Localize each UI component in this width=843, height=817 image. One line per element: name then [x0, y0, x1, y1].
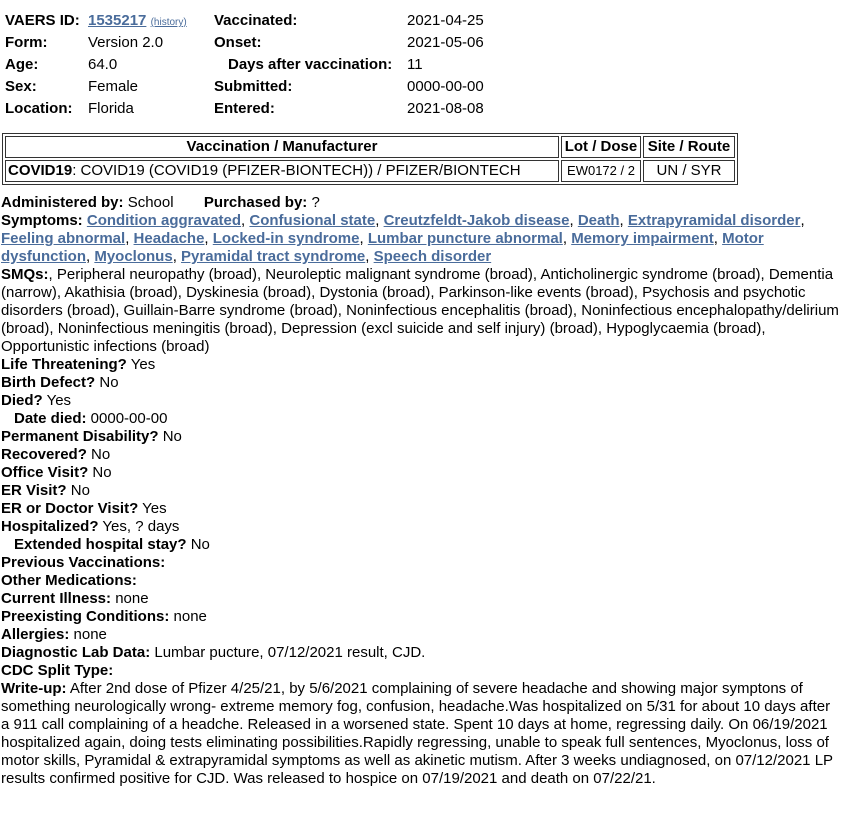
report-header: [4, 10, 504, 122]
writeup-value: After 2nd dose of Pfizer 4/25/21, by 5/6/2021 complaining of severe headache and showing major symptons of something neurologically wrong- extreme memory fog, confusion, headache.Was hospitalized on 5/31 for about 10 days after a 911 call complaining of a headche. Released in a worsened state. Spent 10 days at home, regressing daily. On 06/19/2021 hospitalized again, doing tests eliminating possibilities.Rapidly regressing, unable to speak full sentences, Myoclonus, loss of motor skills, Pyramidal & extrapyramidal symptoms as well as akinetic mutism. After 3 weeks undiagnosed, on 07/12/2021 LP results confirmed positive for CJD. Was released to hospice on 07/19/2021 and death on 07/22/21.: [1, 680, 833, 787]
lab-data-row: [1, 644, 841, 662]
symptom-link[interactable]: Extrapyramidal disorder: [627, 212, 801, 229]
permanent-disability-value: No: [158, 428, 182, 445]
sex-label: Sex:: [5, 78, 37, 95]
lot-dose-cell: EW0172 / 2: [561, 160, 641, 182]
office-visit-label: Office Visit?: [1, 464, 89, 481]
extended-stay-label: Extended hospital stay?: [14, 536, 187, 553]
days-after-value: 11: [407, 56, 423, 73]
entered-label: Entered:: [214, 100, 275, 117]
preexisting-row: [1, 608, 841, 626]
purchased-value: ?: [307, 194, 320, 211]
age-label: Age:: [5, 56, 39, 73]
location-value: Florida: [88, 100, 134, 117]
vaccination-table: [2, 133, 738, 185]
onset-label: Onset:: [214, 34, 262, 51]
onset-value: 2021-05-06: [407, 34, 484, 51]
cdc-split-row: [1, 662, 841, 680]
cdc-split-label: CDC Split Type:: [1, 662, 114, 679]
symptom-link[interactable]: Motor dysfunction: [1, 230, 764, 265]
symptom-link[interactable]: Memory impairment: [571, 230, 714, 247]
hospitalized-label: Hospitalized?: [1, 518, 99, 535]
vaccinated-value: 2021-04-25: [407, 12, 484, 29]
date-died-value: 0000-00-00: [86, 410, 168, 427]
birth-defect-value: No: [95, 374, 119, 391]
er-visit-value: No: [66, 482, 90, 499]
administered-value: School: [123, 194, 174, 211]
column-header: Vaccination / Manufacturer: [5, 136, 559, 158]
table-header-row: [5, 136, 735, 158]
vaers-id-link[interactable]: 1535217: [88, 12, 147, 29]
symptom-link[interactable]: Death: [577, 212, 620, 229]
site-route-cell: UN / SYR: [643, 160, 735, 182]
vaccine-desc: : COVID19 (COVID19 (PFIZER-BIONTECH)) / PFIZER/BIONTECH: [72, 162, 521, 179]
administered-label: Administered by:: [1, 194, 124, 211]
symptoms-label: Symptoms:: [1, 212, 83, 229]
smqs-label: SMQs:: [1, 266, 49, 283]
hospitalized-value: Yes, ? days: [98, 518, 180, 535]
symptom-link[interactable]: Speech disorder: [373, 248, 492, 265]
current-illness-label: Current Illness:: [1, 590, 112, 607]
allergies-label: Allergies:: [1, 626, 70, 643]
smqs-value: , Peripheral neuropathy (broad), Neuroleptic malignant syndrome (broad), Anticholinergic syndrome (broad), Dementia (narrow), Akathisia (broad), Dyskinesia (broad), Dystonia (broad), Parkinson-like events (broad), Psychosis and psychotic disorders (broad), Guillain-Barre syndrome (broad), Noninfectious encephalitis (broad), Noninfectious encephalopathy/delirium (broad), Noninfectious meningitis (broad), Depression (excl suicide and self injury) (broad), Hypoglycaemia (broad), Opportunistic infections (broad): [1, 266, 839, 355]
symptom-link[interactable]: Feeling abnormal: [1, 230, 126, 247]
symptom-link[interactable]: Pyramidal tract syndrome: [181, 248, 366, 265]
vaccine-cell: [5, 160, 559, 182]
permanent-disability-row: [1, 428, 841, 446]
other-medications-row: [1, 572, 841, 590]
died-label: Died?: [1, 392, 43, 409]
allergies-value: none: [69, 626, 107, 643]
entered-value: 2021-08-08: [407, 100, 484, 117]
submitted-label: Submitted:: [214, 78, 293, 95]
history-link[interactable]: (history): [150, 17, 187, 28]
hospitalized-row: [1, 518, 841, 536]
symptoms-row: [1, 212, 841, 266]
symptom-link[interactable]: Condition aggravated: [86, 212, 242, 229]
symptom-link[interactable]: Creutzfeldt-Jakob disease: [383, 212, 570, 229]
column-header: Site / Route: [643, 136, 735, 158]
date-died-label: Date died:: [14, 410, 87, 427]
smqs-row: [1, 266, 841, 356]
report-details: [1, 194, 841, 788]
lab-data-label: Diagnostic Lab Data:: [1, 644, 151, 661]
died-row: [1, 392, 841, 410]
life-threatening-value: Yes: [126, 356, 156, 373]
permanent-disability-label: Permanent Disability?: [1, 428, 159, 445]
allergies-row: [1, 626, 841, 644]
form-value: Version 2.0: [88, 34, 164, 51]
other-medications-label: Other Medications:: [1, 572, 137, 589]
current-illness-value: none: [111, 590, 149, 607]
form-label: Form:: [5, 34, 48, 51]
recovered-label: Recovered?: [1, 446, 87, 463]
previous-vaccinations-row: [1, 554, 841, 572]
purchased-label: Purchased by:: [203, 194, 308, 211]
lab-data-value: Lumbar pucture, 07/12/2021 result, CJD.: [150, 644, 426, 661]
er-doctor-row: [1, 500, 841, 518]
preexisting-label: Preexisting Conditions:: [1, 608, 170, 625]
sex-value: Female: [88, 78, 139, 95]
symptom-link[interactable]: Confusional state: [249, 212, 376, 229]
er-doctor-label: ER or Doctor Visit?: [1, 500, 139, 517]
symptom-link[interactable]: Headache: [133, 230, 205, 247]
vaers-id-label: VAERS ID:: [5, 12, 80, 29]
vaccine-type: COVID19: [8, 162, 73, 179]
er-visit-row: [1, 482, 841, 500]
table-row: [5, 160, 735, 182]
date-died-row: [1, 410, 841, 428]
age-value: 64.0: [88, 56, 118, 73]
preexisting-value: none: [169, 608, 207, 625]
writeup-label: Write-up:: [1, 680, 67, 697]
symptom-list: Condition aggravated, Confusional state, Creutzfeldt-Jakob disease, Death, Extrapyramidal disorder, Feeling abnormal, Headache, Locked-in syndrome, Lumbar puncture abnormal, Memory impairment, Motor dysfunction, Myoclonus, Pyramidal tract syndrome, Speech disorder: [1, 212, 805, 265]
birth-defect-row: [1, 374, 841, 392]
birth-defect-label: Birth Defect?: [1, 374, 96, 391]
administered-row: [1, 194, 841, 212]
extended-stay-value: No: [186, 536, 210, 553]
office-visit-row: [1, 464, 841, 482]
column-header: Lot / Dose: [561, 136, 641, 158]
life-threatening-row: [1, 356, 841, 374]
er-doctor-value: Yes: [138, 500, 167, 517]
symptom-link[interactable]: Locked-in syndrome: [212, 230, 360, 247]
symptom-link[interactable]: Myoclonus: [94, 248, 173, 265]
life-threatening-label: Life Threatening?: [1, 356, 127, 373]
recovered-value: No: [86, 446, 111, 463]
current-illness-row: [1, 590, 841, 608]
office-visit-value: No: [88, 464, 112, 481]
days-after-label: Days after vaccination:: [228, 56, 393, 73]
submitted-value: 0000-00-00: [407, 78, 484, 95]
recovered-row: [1, 446, 841, 464]
vaccinated-label: Vaccinated:: [214, 12, 298, 29]
extended-stay-row: [1, 536, 841, 554]
symptom-link[interactable]: Lumbar puncture abnormal: [367, 230, 563, 247]
location-label: Location:: [5, 100, 73, 117]
er-visit-label: ER Visit?: [1, 482, 67, 499]
previous-vaccinations-label: Previous Vaccinations:: [1, 554, 166, 571]
died-value: Yes: [42, 392, 72, 409]
writeup-row: [1, 680, 841, 788]
